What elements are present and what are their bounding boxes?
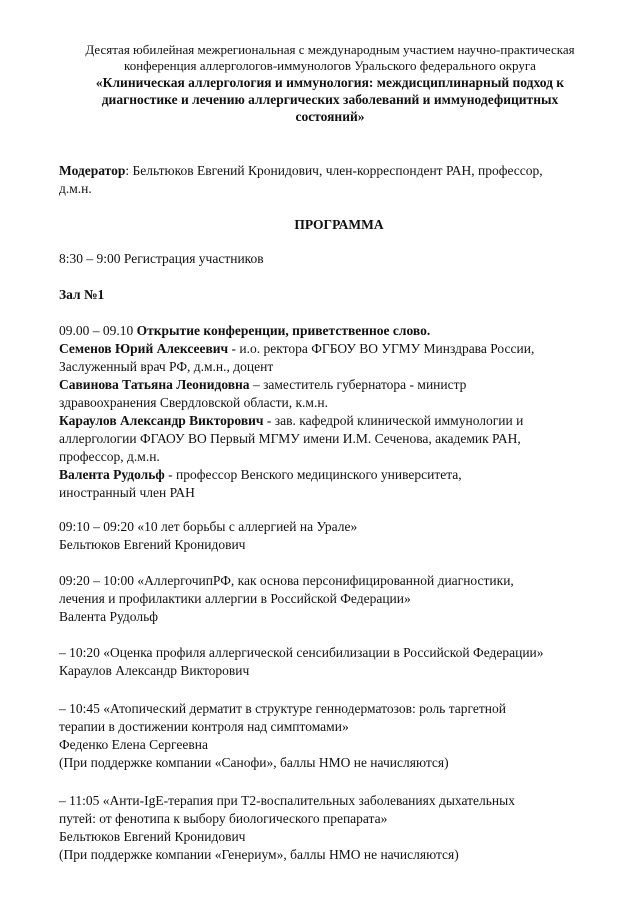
header-title-line-2: диагностике и лечению аллергических заболеваний и иммунодефицитных — [101, 92, 559, 107]
speaker-position: – заместитель губернатора - министр — [249, 377, 467, 392]
header-line-2: конференция аллергологов-иммунологов Уральского федерального округа — [124, 58, 536, 73]
talk-item — [59, 644, 619, 680]
speaker-position: профессор, д.м.н. — [59, 449, 160, 464]
talk-title: 09:10 – 09:20 «10 лет борьбы с аллергией на Урале» — [59, 519, 358, 534]
talk-item — [59, 572, 619, 626]
moderator-text: : Бельтюков Евгений Кронидович, член-корреспондент РАН, профессор, — [125, 163, 543, 178]
moderator-degree: д.м.н. — [59, 181, 92, 196]
talk-speaker: Бельтюков Евгений Кронидович — [59, 537, 246, 552]
talk-speaker: Бельтюков Евгений Кронидович — [59, 829, 246, 844]
talk-title: – 10:45 «Атопический дерматит в структуре геннодерматозов: роль таргетной — [59, 701, 506, 716]
speaker-position: аллергологии ФГАОУ ВО Первый МГМУ имени И.М. Сеченова, академик РАН, — [59, 431, 521, 446]
opening-time: 09.00 – 09.10 — [59, 323, 137, 338]
speaker-name: Савинова Татьяна Леонидовна — [59, 377, 250, 392]
speaker-position: - профессор Венского медицинского университета, — [164, 467, 462, 482]
moderator-block — [59, 162, 619, 198]
talk-title: лечения и профилактики аллергии в Российской Федерации» — [59, 591, 411, 606]
speaker-position: Заслуженный врач РФ, д.м.н., доцент — [59, 359, 274, 374]
talk-sponsor-note: (При поддержке компании «Генериум», баллы НМО не начисляются) — [59, 847, 459, 862]
conference-header — [40, 42, 620, 125]
hall-title: Зал №1 — [59, 287, 105, 302]
speaker-position: здравоохранения Свердловской области, к.м.н. — [59, 395, 328, 410]
program-title: ПРОГРАММА — [294, 217, 384, 232]
speaker-position: - зав. кафедрой клинической иммунологии и — [263, 413, 524, 428]
header-title-line-3: состояний» — [295, 109, 365, 124]
talk-item — [59, 700, 619, 772]
speaker-name: Валента Рудольф — [59, 467, 165, 482]
talk-title: путей: от фенотипа к выбору биологического препарата» — [59, 811, 388, 826]
talk-item — [59, 792, 619, 864]
talk-title: – 11:05 «Анти-IgE-терапия при Т2-воспалительных заболеваниях дыхательных — [59, 793, 515, 808]
talk-title: 09:20 – 10:00 «АллергочипРФ, как основа персонифицированной диагностики, — [59, 573, 514, 588]
talk-speaker: Караулов Александр Викторович — [59, 663, 250, 678]
talk-speaker: Феденко Елена Сергеевна — [59, 737, 208, 752]
opening-session — [59, 322, 619, 502]
talk-speaker: Валента Рудольф — [59, 609, 158, 624]
talk-sponsor-note: (При поддержке компании «Санофи», баллы НМО не начисляются) — [59, 755, 449, 770]
speaker-position: - и.о. ректора ФГБОУ ВО УГМУ Минздрава России, — [228, 341, 535, 356]
talk-title: – 10:20 «Оценка профиля аллергической сенсибилизации в Российской Федерации» — [59, 645, 544, 660]
talk-title: терапии в достижении контроля над симптомами» — [59, 719, 349, 734]
moderator-label: Модератор — [59, 163, 126, 178]
header-title-line-1: «Клиническая аллергология и иммунология: междисциплинарный подход к — [95, 75, 565, 90]
registration-line: 8:30 – 9:00 Регистрация участников — [59, 251, 264, 266]
header-line-1: Десятая юбилейная межрегиональная с международным участием научно-практическая — [85, 42, 575, 57]
speaker-name: Семенов Юрий Алексеевич — [59, 341, 229, 356]
talk-item — [59, 518, 619, 554]
speaker-name: Караулов Александр Викторович — [59, 413, 264, 428]
speaker-position: иностранный член РАН — [59, 485, 195, 500]
opening-title: Открытие конференции, приветственное слово. — [136, 323, 431, 338]
